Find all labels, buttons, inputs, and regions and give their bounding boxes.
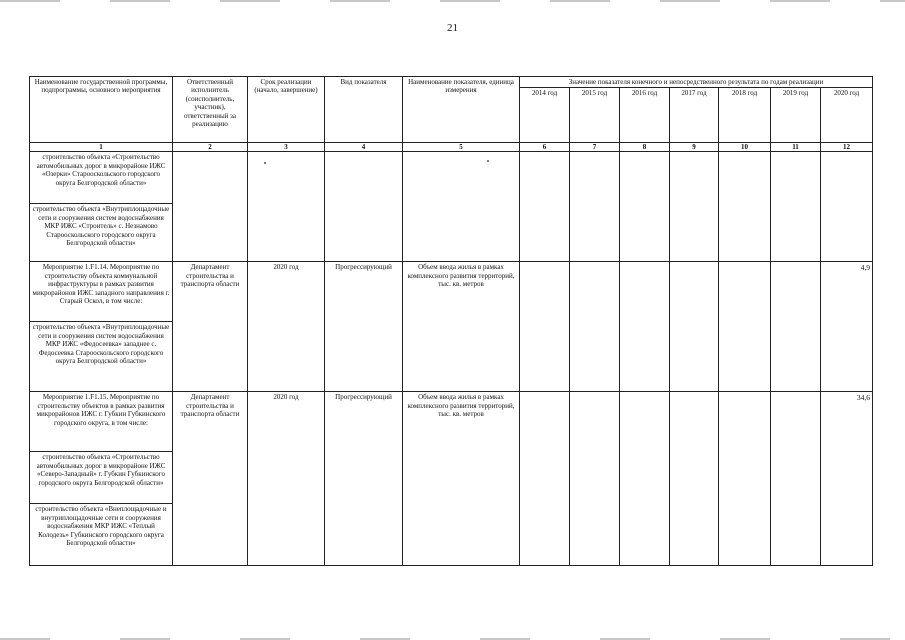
measure-1f114-indicator: Объем ввода жилья в рамках комплексного развития территорий, тыс. кв. метров <box>403 262 520 392</box>
value-cell-empty <box>570 152 620 262</box>
value-cell-empty <box>771 392 821 566</box>
column-number-row <box>30 143 873 152</box>
column-number: 2 <box>173 143 248 152</box>
results-table <box>29 76 873 566</box>
column-number: 5 <box>403 143 520 152</box>
measure-1f114-executor: Департамент строительства и транспорта области <box>173 262 248 392</box>
header-year-2019: 2019 год <box>771 88 821 143</box>
object-name-fedoseevka: строительство объекта «Внутриплощадочные сети и сооружения систем водоснабжения МКР ИЖС «Федосеевка» западнее с. Федосеевка Старооскольского городского округа Белгородской области» <box>30 322 173 392</box>
measure-1f114-name: Мероприятие 1.F1.14. Мероприятие по строительству объекта коммунальной инфраструктуры в рамках развития микрорайонов ИЖС западного направления г. Старый Оскол, в том числе: <box>30 262 173 322</box>
header-values-by-year: Значение показателя конечного и непосредственного результата по годам реализации <box>520 77 873 88</box>
scan-speck <box>487 160 489 162</box>
value-cell-empty <box>620 262 670 392</box>
header-year-2020: 2020 год <box>821 88 873 143</box>
column-number: 10 <box>719 143 771 152</box>
column-number: 9 <box>670 143 719 152</box>
indicator-cell-empty <box>403 152 520 262</box>
header-executor: Ответственный исполнитель (соисполнитель, участник), ответственный за реализацию <box>173 77 248 143</box>
value-cell-empty <box>821 152 873 262</box>
value-cell-empty <box>771 262 821 392</box>
value-cell-empty <box>620 392 670 566</box>
column-number: 1 <box>30 143 173 152</box>
measure-1f115-value-2020: 34,6 <box>821 392 873 566</box>
object-name-severo-zapadny: строительство объекта «Строительство автомобильных дорог в микрорайоне ИЖС «Северо-Западный» г. Губкин Губкинского городского округа Белгородской области» <box>30 452 173 504</box>
header-year-2017: 2017 год <box>670 88 719 143</box>
column-number: 7 <box>570 143 620 152</box>
table-row <box>30 262 873 322</box>
measure-1f114-type: Прогрессирующий <box>325 262 403 392</box>
value-cell-empty <box>771 152 821 262</box>
column-number: 6 <box>520 143 570 152</box>
object-name-teply-kolodez: строительство объекта «Внеплощадочные и внутриплощадочные сети и сооружения водоснабжения МКР ИЖС «Теплый Колодезь» Губкинского городского округа Белгородской области» <box>30 504 173 566</box>
value-cell-empty <box>520 262 570 392</box>
measure-1f115-type: Прогрессирующий <box>325 392 403 566</box>
value-cell-empty <box>719 392 771 566</box>
header-term: Срок реализации (начало, завершение) <box>248 77 325 143</box>
page-number: 21 <box>447 22 458 34</box>
header-year-2014: 2014 год <box>520 88 570 143</box>
value-cell-empty <box>670 262 719 392</box>
measure-1f115-indicator: Объем ввода жилья в рамках комплексного развития территорий, тыс. кв. метров <box>403 392 520 566</box>
object-name-ozerki: строительство объекта «Строительство автомобильных дорог в микрорайоне ИЖС «Озерки» Старооскольского городского округа Белгородской области» <box>30 152 173 204</box>
measure-1f115-executor: Департамент строительства и транспорта области <box>173 392 248 566</box>
measure-1f115-name: Мероприятие 1.F1.15. Мероприятие по строительству объектов в рамках развития микрорайонов ИЖС г. Губкин Губкинского городского округа, в том числе: <box>30 392 173 452</box>
measure-1f115-term: 2020 год <box>248 392 325 566</box>
term-cell-empty <box>248 152 325 262</box>
value-cell-empty <box>719 262 771 392</box>
value-cell-empty <box>719 152 771 262</box>
value-cell-empty <box>670 392 719 566</box>
table-row <box>30 152 873 204</box>
column-number: 12 <box>821 143 873 152</box>
value-cell-empty <box>570 392 620 566</box>
measure-1f114-value-2020: 4,9 <box>821 262 873 392</box>
type-cell-empty <box>325 152 403 262</box>
header-program-name: Наименование государственной программы, подпрограммы, основного мероприятия <box>30 77 173 143</box>
value-cell-empty <box>520 152 570 262</box>
header-indicator-type: Вид показателя <box>325 77 403 143</box>
header-indicator-name: Наименование показателя, единица измерения <box>403 77 520 143</box>
object-name-stroitel: строительство объекта «Внутриплощадочные сети и сооружения систем водоснабжения МКР ИЖС «Строитель» с. Незнамово Старооскольского городского округа Белгородской области» <box>30 204 173 262</box>
scan-edge-top <box>0 0 905 2</box>
column-number: 8 <box>620 143 670 152</box>
header-year-2015: 2015 год <box>570 88 620 143</box>
value-cell-empty <box>670 152 719 262</box>
value-cell-empty <box>620 152 670 262</box>
executor-cell-empty <box>173 152 248 262</box>
scan-speck <box>264 162 266 164</box>
column-number: 11 <box>771 143 821 152</box>
column-number: 3 <box>248 143 325 152</box>
value-cell-empty <box>570 262 620 392</box>
header-year-2016: 2016 год <box>620 88 670 143</box>
measure-1f114-term: 2020 год <box>248 262 325 392</box>
value-cell-empty <box>520 392 570 566</box>
column-number: 4 <box>325 143 403 152</box>
header-year-2018: 2018 год <box>719 88 771 143</box>
table-row <box>30 392 873 452</box>
